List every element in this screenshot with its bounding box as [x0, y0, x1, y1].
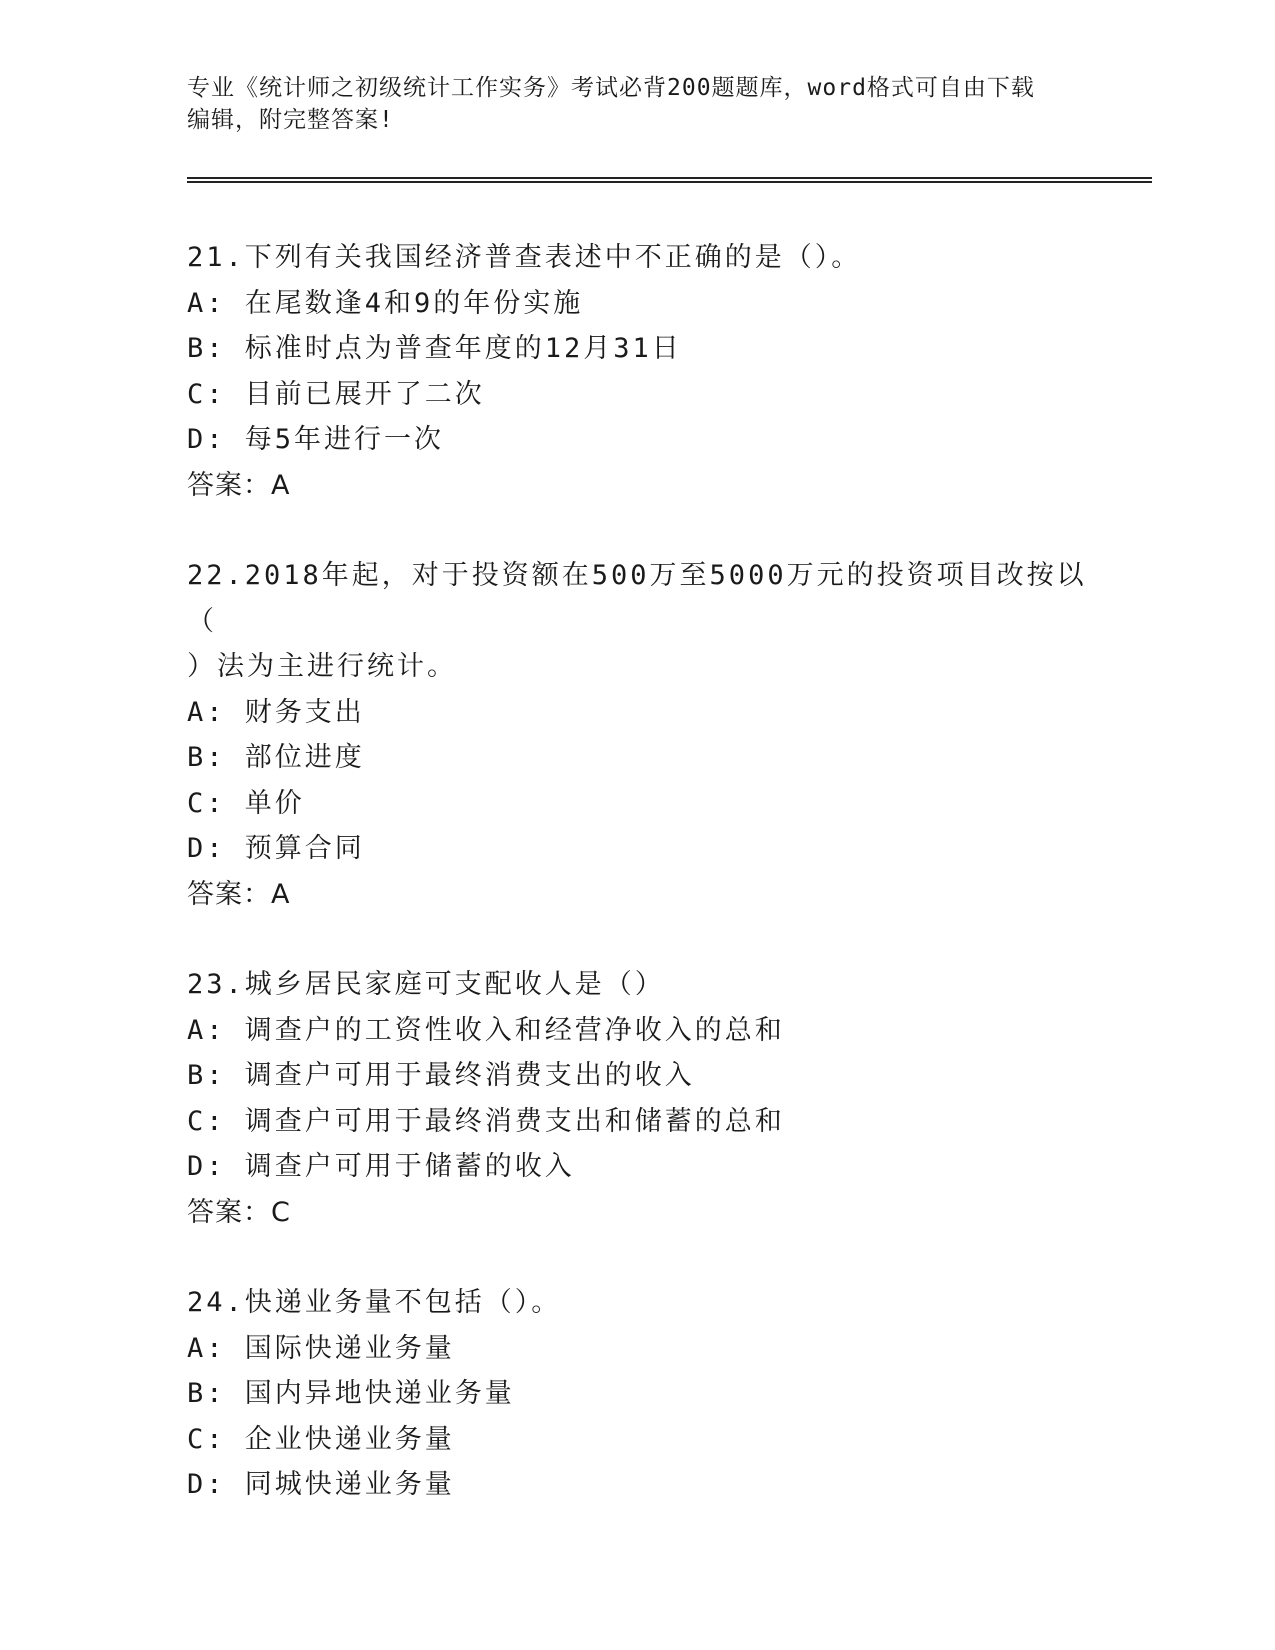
- option-b: B: 部位进度: [187, 742, 365, 773]
- answer-line: 答案：A: [187, 878, 291, 910]
- option-c: C: 调查户可用于最终消费支出和储蓄的总和: [187, 1105, 785, 1137]
- question-stem: 22.2018年起，对于投资额在500万至5000万元的投资项目改按以（: [187, 560, 1087, 637]
- option-a: A: 在尾数逢4和9的年份实施: [187, 287, 584, 319]
- question-24: [187, 1280, 1087, 1508]
- option-d: D: 预算合同: [187, 833, 365, 864]
- question-stem: 23.城乡居民家庭可支配收人是（）: [187, 969, 665, 1000]
- question-stem: 24.快递业务量不包括（）。: [187, 1287, 562, 1318]
- question-stem: 21.下列有关我国经济普查表述中不正确的是（）。: [187, 242, 862, 273]
- option-a: A: 财务支出: [187, 696, 365, 728]
- option-c: C: 单价: [187, 787, 305, 819]
- answer-line: 答案：A: [187, 469, 291, 501]
- question-21: [187, 235, 1087, 508]
- option-b: B: 标准时点为普查年度的12月31日: [187, 333, 682, 364]
- header-title-line-1: 专业《统计师之初级统计工作实务》考试必背200题题库，word格式可自由下载: [187, 75, 1035, 101]
- question-23: [187, 962, 1087, 1235]
- question-stem-continued: ）法为主进行统计。: [187, 651, 457, 682]
- option-b: B: 调查户可用于最终消费支出的收入: [187, 1060, 695, 1091]
- question-22: [187, 553, 1087, 917]
- option-b: B: 国内异地快递业务量: [187, 1378, 515, 1409]
- header-divider: [187, 177, 1152, 183]
- option-d: D: 每5年进行一次: [187, 424, 445, 455]
- answer-line: 答案：C: [187, 1196, 291, 1228]
- option-d: D: 调查户可用于储蓄的收入: [187, 1151, 575, 1182]
- header-title-line-2: 编辑，附完整答案!: [187, 107, 394, 133]
- option-c: C: 企业快递业务量: [187, 1423, 455, 1455]
- option-d: D: 同城快递业务量: [187, 1469, 455, 1500]
- option-c: C: 目前已展开了二次: [187, 378, 485, 410]
- option-a: A: 国际快递业务量: [187, 1332, 455, 1364]
- document-header: [187, 72, 1067, 136]
- question-list: [187, 235, 1087, 1553]
- option-a: A: 调查户的工资性收入和经营净收入的总和: [187, 1014, 785, 1046]
